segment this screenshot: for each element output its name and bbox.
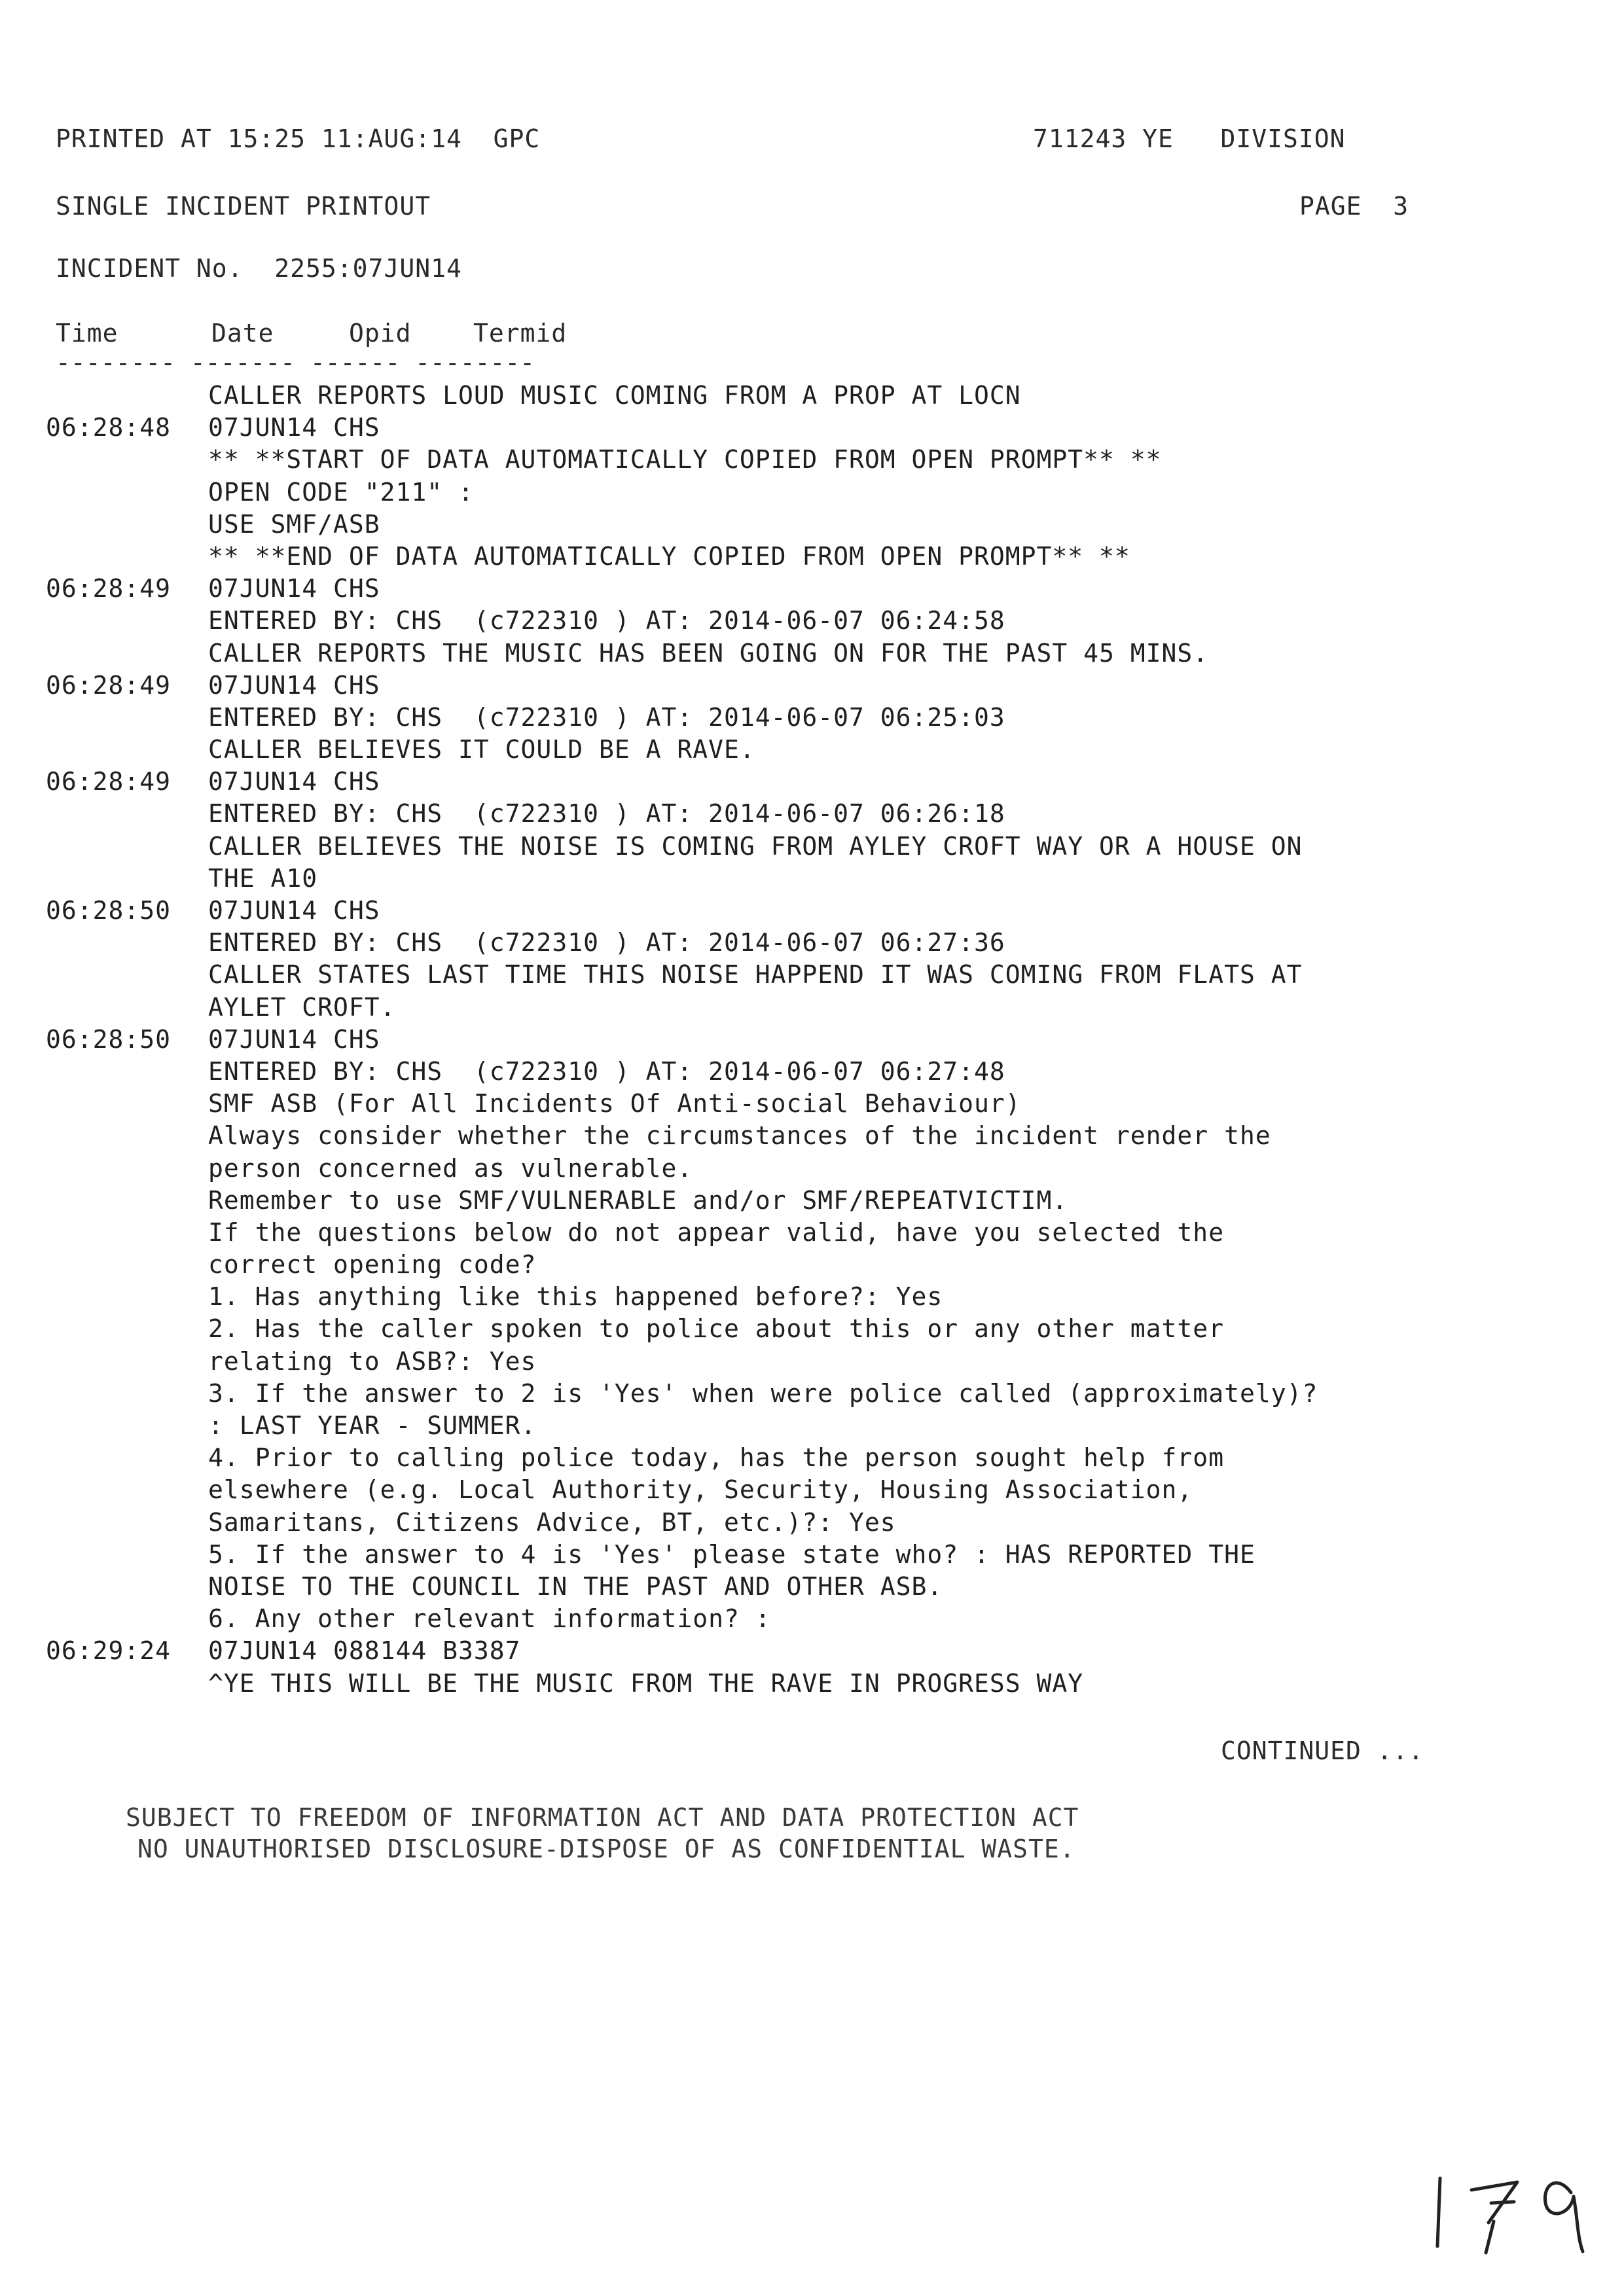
log-text: ENTERED BY: CHS (c722310 ) AT: 2014-06-07 06:26:18 — [208, 799, 1005, 829]
log-time: 06:28:49 — [46, 574, 171, 603]
log-text: Always consider whether the circumstances of the incident render the — [208, 1121, 1271, 1151]
division: 711243 YE DIVISION — [1033, 124, 1346, 153]
log-time: 06:29:24 — [46, 1636, 171, 1666]
log-line — [46, 1635, 1551, 1667]
log-text: person concerned as vulnerable. — [208, 1153, 693, 1183]
log-text: 07JUN14 CHS — [208, 1024, 380, 1054]
log-time: 06:28:49 — [46, 670, 171, 700]
log-line — [46, 1378, 1551, 1410]
log-line — [46, 1603, 1551, 1635]
log-line — [46, 1410, 1551, 1442]
log-line — [46, 573, 1551, 605]
log-line — [46, 541, 1551, 573]
log-text: CALLER STATES LAST TIME THIS NOISE HAPPEND IT WAS COMING FROM FLATS AT — [208, 960, 1303, 990]
log-line — [46, 1088, 1551, 1120]
log-text: 1. Has anything like this happened before?: Yes — [208, 1282, 943, 1312]
log-line — [46, 863, 1551, 895]
column-opid: Opid — [349, 319, 412, 348]
column-termid: Termid — [473, 319, 568, 348]
log-line — [46, 476, 1551, 509]
log-text: 5. If the answer to 4 is 'Yes' please state who? : HAS REPORTED THE — [208, 1539, 1255, 1569]
log-line — [46, 380, 1551, 412]
log-text: SMF ASB (For All Incidents Of Anti-social Behaviour) — [208, 1089, 1021, 1119]
log-line — [46, 1442, 1551, 1474]
log-text: ^YE THIS WILL BE THE MUSIC FROM THE RAVE IN PROGRESS WAY — [208, 1668, 1084, 1698]
log-time: 06:28:48 — [46, 413, 171, 442]
log-line — [46, 1185, 1551, 1217]
printout-title: SINGLE INCIDENT PRINTOUT — [56, 192, 431, 221]
log-text: 07JUN14 CHS — [208, 896, 380, 925]
log-text: OPEN CODE "211" : — [208, 477, 474, 507]
log-line — [46, 670, 1551, 702]
log-line — [46, 412, 1551, 444]
handwritten-page-number — [1426, 2160, 1609, 2258]
log-text: 07JUN14 CHS — [208, 767, 380, 797]
log-text: 2. Has the caller spoken to police about this or any other matter — [208, 1314, 1225, 1344]
continued-label: CONTINUED ... — [1221, 1736, 1424, 1765]
log-line — [46, 734, 1551, 766]
log-line — [46, 509, 1551, 541]
log-text: ** **START OF DATA AUTOMATICALLY COPIED FROM OPEN PROMPT** ** — [208, 445, 1162, 475]
log-text: ENTERED BY: CHS (c722310 ) AT: 2014-06-07 06:25:03 — [208, 702, 1005, 732]
log-text: NOISE TO THE COUNCIL IN THE PAST AND OTHER ASB. — [208, 1571, 943, 1601]
incident-number: INCIDENT No. 2255:07JUN14 — [56, 254, 462, 283]
log-line — [46, 927, 1551, 959]
log-line — [46, 1249, 1551, 1281]
page-number: PAGE 3 — [1299, 192, 1409, 221]
log-text: elsewhere (e.g. Local Authority, Security, Housing Association, — [208, 1475, 1193, 1505]
log-text: 07JUN14 CHS — [208, 574, 380, 603]
log-text: Samaritans, Citizens Advice, BT, etc.)?: Yes — [208, 1507, 896, 1537]
log-text: Remember to use SMF/VULNERABLE and/or SMF/REPEATVICTIM. — [208, 1185, 1068, 1215]
log-text: If the questions below do not appear valid, have you selected the — [208, 1217, 1225, 1247]
log-line — [46, 702, 1551, 734]
log-line — [46, 1474, 1551, 1506]
log-line — [46, 1346, 1551, 1378]
log-text: CALLER BELIEVES THE NOISE IS COMING FROM AYLEY CROFT WAY OR A HOUSE ON — [208, 831, 1303, 861]
log-line — [46, 1120, 1551, 1152]
log-line — [46, 637, 1551, 670]
log-line — [46, 766, 1551, 798]
log-text: 4. Prior to calling police today, has the person sought help from — [208, 1443, 1225, 1473]
log-text: 3. If the answer to 2 is 'Yes' when were police called (approximately)? — [208, 1378, 1318, 1408]
log-line — [46, 1507, 1551, 1539]
log-text: CALLER REPORTS LOUD MUSIC COMING FROM A PROP AT LOCN — [208, 381, 1021, 410]
log-text: ENTERED BY: CHS (c722310 ) AT: 2014-06-07 06:24:58 — [208, 606, 1005, 636]
log-text: THE A10 — [208, 863, 318, 893]
log-text: correct opening code? — [208, 1250, 537, 1280]
log-text: USE SMF/ASB — [208, 509, 380, 539]
log-line — [46, 1539, 1551, 1571]
log-line — [46, 1668, 1551, 1700]
log-text: ENTERED BY: CHS (c722310 ) AT: 2014-06-07 06:27:36 — [208, 928, 1005, 958]
log-text: ** **END OF DATA AUTOMATICALLY COPIED FROM OPEN PROMPT** ** — [208, 541, 1130, 571]
column-separator: -------- ------- ------ -------- — [56, 348, 535, 377]
log-line — [46, 1153, 1551, 1185]
log-time: 06:28:49 — [46, 767, 171, 797]
log-line — [46, 959, 1551, 991]
log-line — [46, 1056, 1551, 1088]
log-time: 06:28:50 — [46, 1024, 171, 1054]
log-text: CALLER REPORTS THE MUSIC HAS BEEN GOING ON FOR THE PAST 45 MINS. — [208, 638, 1209, 668]
log-text: CALLER BELIEVES IT COULD BE A RAVE. — [208, 735, 755, 764]
log-text: 07JUN14 088144 B3387 — [208, 1636, 521, 1666]
log-line — [46, 895, 1551, 927]
log-line — [46, 605, 1551, 637]
footer-foi-notice: SUBJECT TO FREEDOM OF INFORMATION ACT AND DATA PROTECTION ACT — [126, 1803, 1079, 1832]
log-line — [46, 1313, 1551, 1345]
log-line — [46, 798, 1551, 830]
log-text: 07JUN14 CHS — [208, 670, 380, 700]
log-text: 6. Any other relevant information? : — [208, 1604, 771, 1634]
log-line — [46, 1217, 1551, 1249]
log-time: 06:28:50 — [46, 896, 171, 925]
log-text: relating to ASB?: Yes — [208, 1346, 537, 1376]
printed-at: PRINTED AT 15:25 11:AUG:14 GPC — [56, 124, 541, 153]
log-line — [46, 1281, 1551, 1313]
log-text: : LAST YEAR - SUMMER. — [208, 1411, 537, 1440]
log-text: AYLET CROFT. — [208, 992, 396, 1022]
log-line — [46, 831, 1551, 863]
log-line — [46, 992, 1551, 1024]
log-text: ENTERED BY: CHS (c722310 ) AT: 2014-06-07 06:27:48 — [208, 1056, 1005, 1086]
column-time: Time — [56, 319, 118, 348]
incident-log — [46, 380, 1551, 1700]
log-line — [46, 1024, 1551, 1056]
footer-confidential-notice: NO UNAUTHORISED DISCLOSURE-DISPOSE OF AS CONFIDENTIAL WASTE. — [137, 1835, 1075, 1863]
log-line — [46, 1571, 1551, 1603]
log-text: 07JUN14 CHS — [208, 413, 380, 442]
column-date: Date — [211, 319, 274, 348]
log-line — [46, 444, 1551, 476]
